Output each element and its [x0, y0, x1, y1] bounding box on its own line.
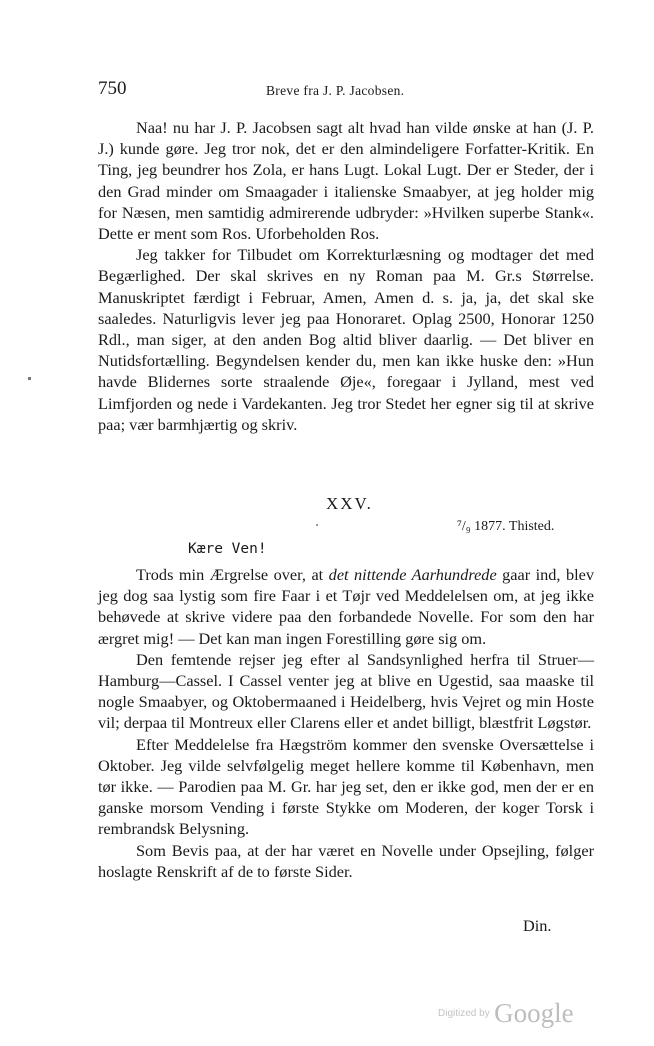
- letter-continuation: [98, 117, 594, 435]
- paragraph-text: Trods min Ærgrelse over, at: [136, 565, 329, 584]
- google-logo: Google: [494, 998, 574, 1028]
- margin-mark: [28, 377, 31, 380]
- letter-date-place: ⁷/₉ 1877. Thisted.: [457, 519, 555, 534]
- letter-number-heading: XXV.: [326, 494, 373, 513]
- page-number: 750: [98, 78, 127, 99]
- paragraph: Den femtende rejser jeg efter al Sandsynlighed herfra til Struer—Hamburg—Cassel. I Cassel venter jeg at blive en Ugestid, saa maaske til nogle Smaabyer, og Oktobermaaned i Heidelberg, hvis Vejret og min Hoste vil; derpaa til Montreux eller Clarens eller et andet billigt, blæstfrit Løgstør.: [98, 649, 594, 733]
- paragraph: Jeg takker for Tilbudet om Korrekturlæsning og modtager det med Begærlighed. Der skal skrives en ny Roman paa M. Gr.s Størrelse. Manuskriptet færdigt i Februar, Amen, Amen d. s. ja, ja, det skal ske saaledes. Naturligvis lever jeg paa Honoraret. Oplag 2500, Honorar 1250 Rdl., man siger, at den anden Bog altid bliver daarlig. — Det bliver en Nutidsfortælling. Begyndelsen kender du, men kan ikke huske den: »Hun havde Blidernes sorte straalende Øje«, foregaar i Jylland, mest ved Limfjorden og nede i Vardekanten. Jeg tror Stedet her egner sig til at skrive paa; vær barmhjærtig og skriv.: [98, 245, 594, 434]
- paragraph: Efter Meddelelse fra Hægström kommer den svenske Oversættelse i Oktober. Jeg vilde selvfølgelig meget hellere komme til København, men tør ikke. — Parodien paa M. Gr. har jeg set, den er ikke god, men der er en ganske morsom Vending i første Stykke om Moderen, der koger Torsk i rembrandsk Belysning.: [98, 734, 594, 839]
- signoff: Din.: [523, 916, 552, 935]
- paragraph: [98, 564, 594, 649]
- digitized-label: Digitized by: [438, 1008, 490, 1019]
- running-title: Breve fra J. P. Jacobsen.: [266, 83, 405, 98]
- italic-title: det nittende Aarhundrede: [328, 565, 497, 584]
- paragraph-text: gaar ind, blev jeg dog saa lystig som fire Faar i et Tøjr ved Meddelelsen om, at jeg ikke behøvede at skrive videre paa den forbandede Novelle. For som den har ærgret mig! — Det kan man ingen Forestilling gøre sig om.: [98, 565, 594, 648]
- print-speck: [316, 524, 318, 526]
- paragraph: Naa! nu har J. P. Jacobsen sagt alt hvad han vilde ønske at han (J. P. J.) kunde gøre. Jeg tror nok, det er den almindeligere Forfatter-Kritik. En Ting, jeg beundrer hos Zola, er hans Lugt. Lokal Lugt. Der er Steder, der i den Grad minder om Smaagader i italienske Smaabyer, at jeg holder mig for Næsen, men samtidig admirerende udbryder: »Hvilken superbe Stank«. Dette er ment som Ros. Uforbeholden Ros.: [98, 118, 594, 244]
- paragraph: Som Bevis paa, at der har været en Novelle under Opsejling, følger hoslagte Renskrift af de to første Sider.: [98, 840, 594, 881]
- letter-body: [98, 564, 594, 882]
- salutation: Kære Ven!: [188, 541, 267, 557]
- digitized-watermark: [438, 998, 574, 1029]
- page-header: [98, 78, 592, 100]
